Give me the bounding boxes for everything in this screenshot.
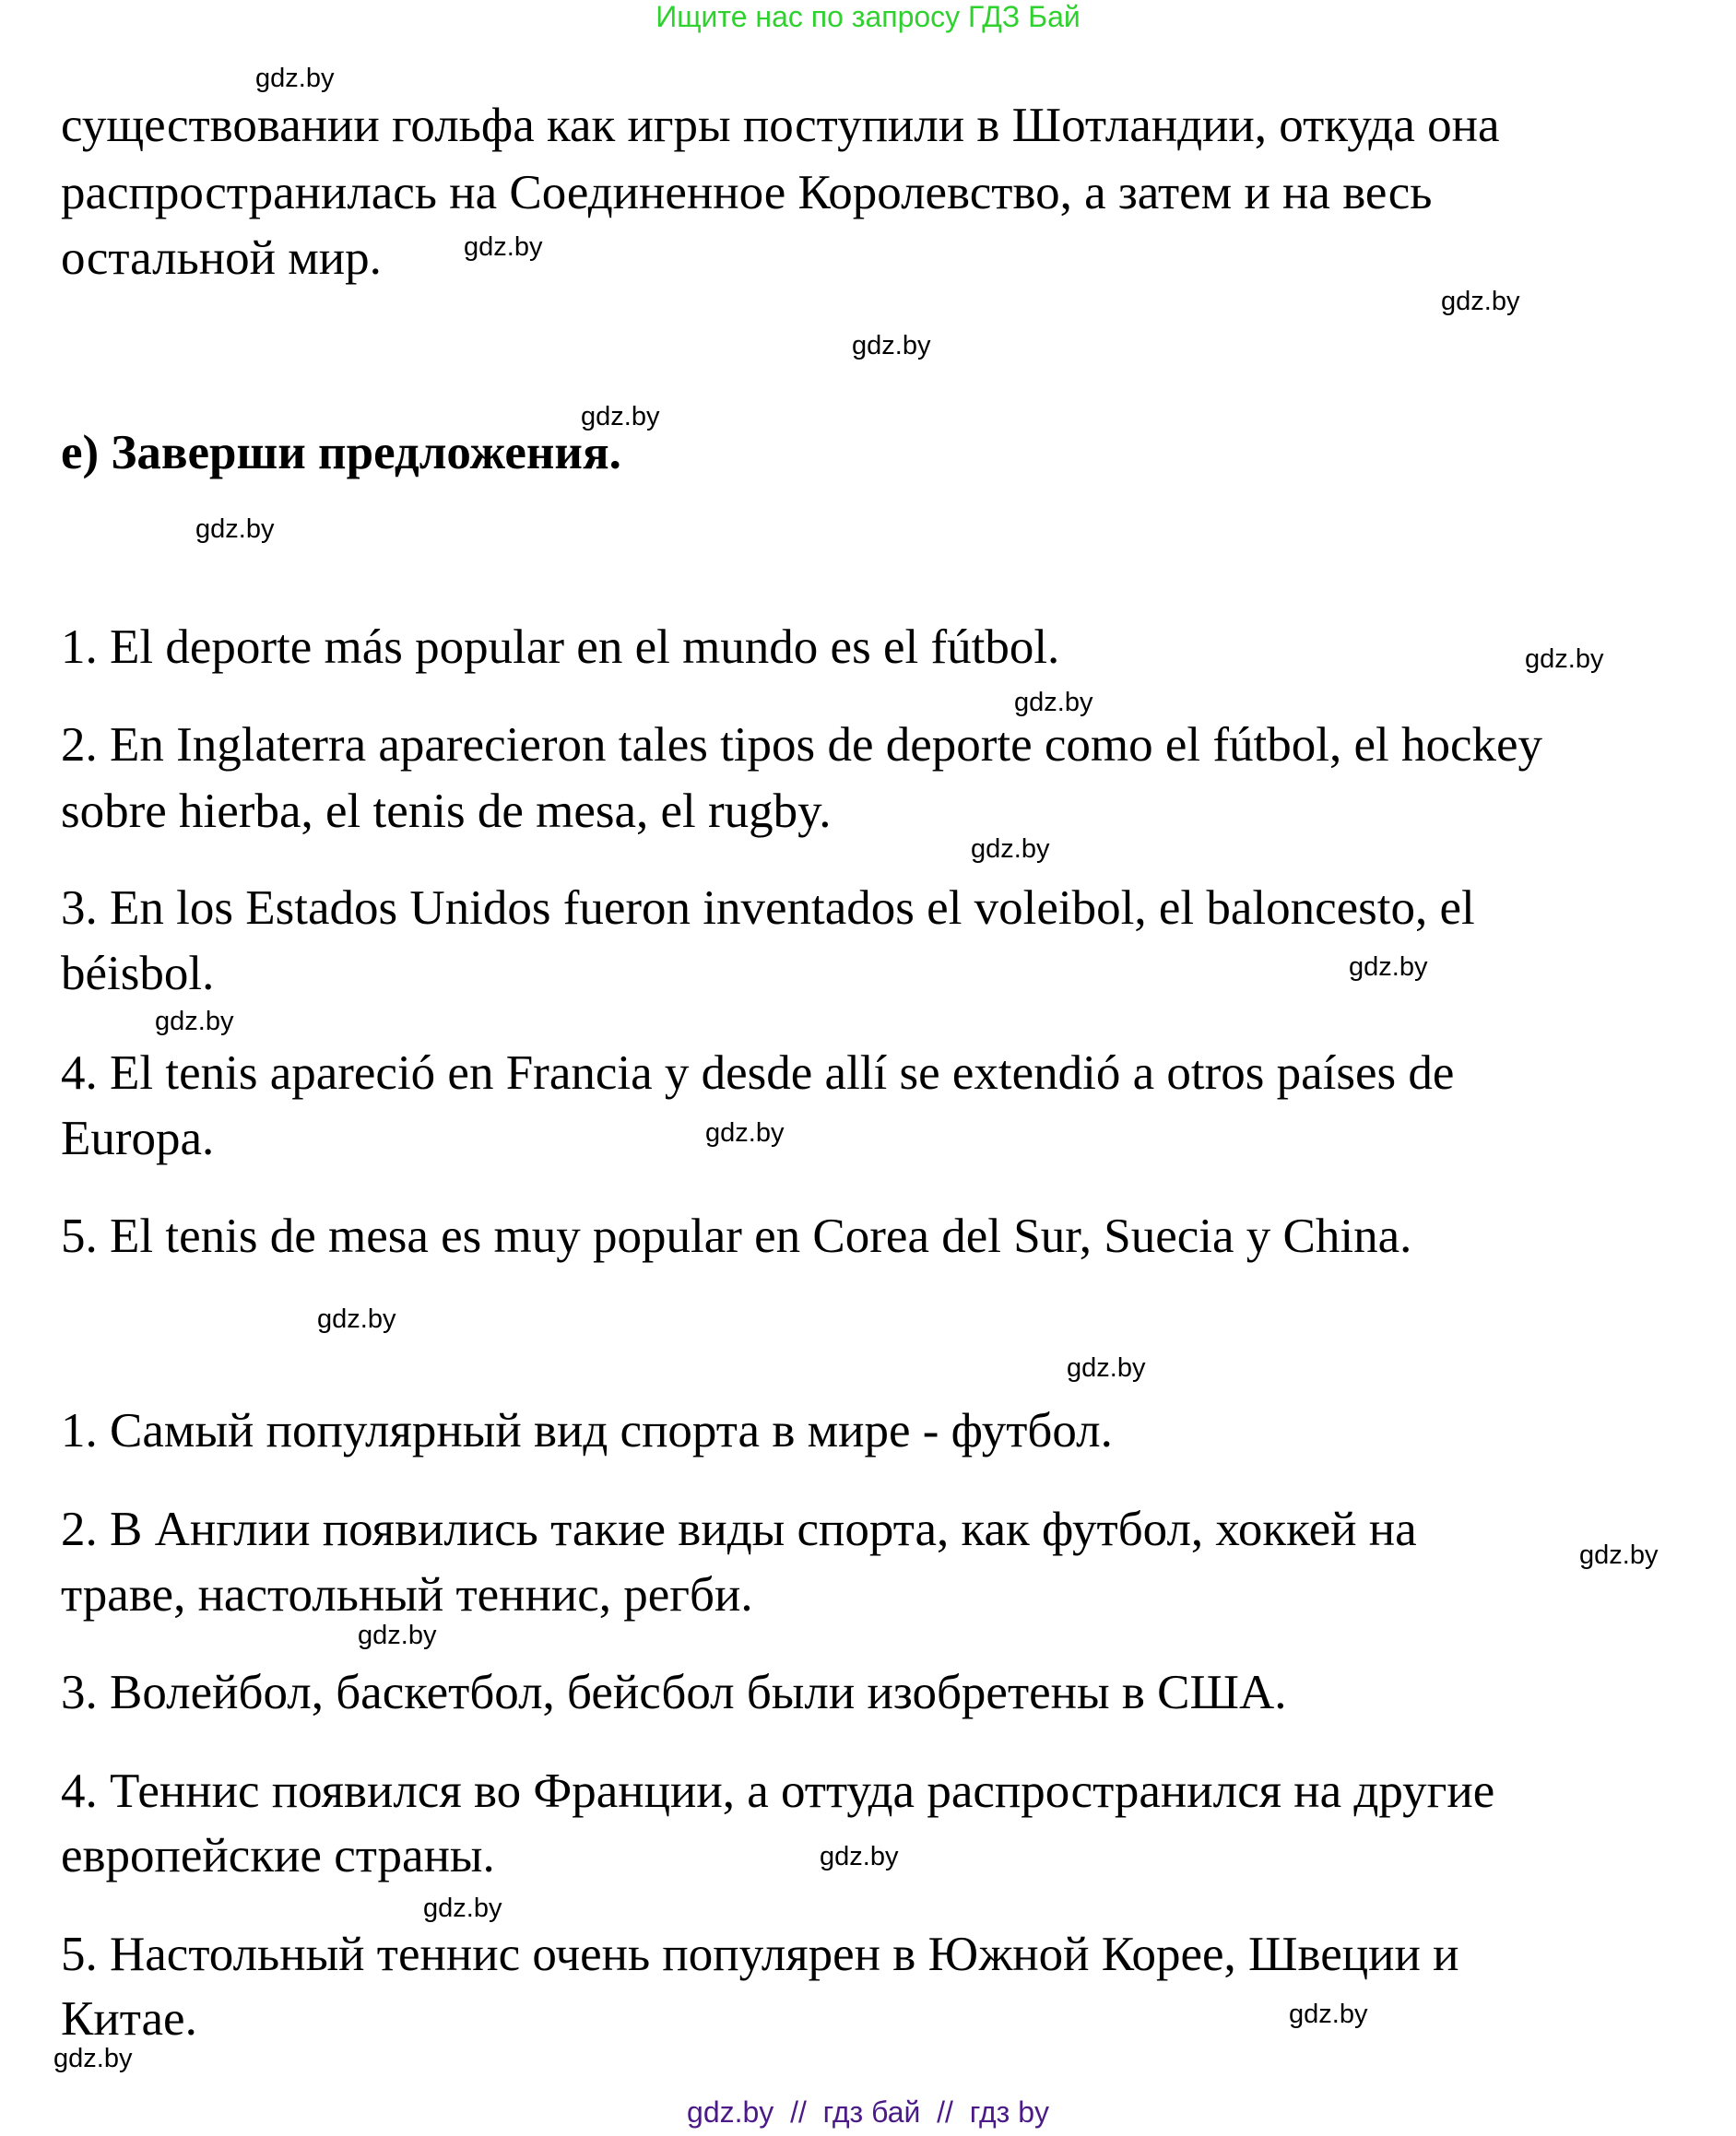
watermark: gdz.by — [852, 331, 931, 360]
watermark: gdz.by — [820, 1842, 899, 1871]
watermark: gdz.by — [195, 514, 275, 544]
watermark: gdz.by — [1014, 688, 1093, 717]
watermark: gdz.by — [155, 1007, 234, 1036]
watermark: gdz.by — [1289, 2000, 1368, 2029]
watermark: gdz.by — [971, 834, 1050, 864]
spanish-sentence: béisbol. — [61, 947, 215, 1000]
spanish-sentence: 2. En Inglaterra aparecieron tales tipos de deporte como el fútbol, el hockey — [61, 718, 1543, 772]
watermark: gdz.by — [358, 1621, 437, 1650]
section-heading: е) Заверши предложения. — [61, 426, 621, 479]
russian-sentence: 4. Теннис появился во Франции, а оттуда распространился на другие — [61, 1764, 1495, 1818]
watermark: gdz.by — [1349, 952, 1428, 982]
intro-line: существовании гольфа как игры поступили в Шотландии, откуда она — [61, 99, 1500, 152]
russian-sentence: европейские страны. — [61, 1829, 495, 1882]
intro-line: остальной мир. — [61, 231, 382, 285]
watermark: gdz.by — [1579, 1540, 1659, 1570]
watermark: gdz.by — [1441, 287, 1520, 316]
russian-sentence: 5. Настольный теннис очень популярен в Южной Корее, Швеции и — [61, 1928, 1459, 1981]
spanish-sentence: Europa. — [61, 1112, 215, 1165]
russian-sentence: 2. В Англии появились такие виды спорта, как футбол, хоккей на — [61, 1503, 1417, 1556]
russian-sentence: Китае. — [61, 1992, 197, 2046]
watermark: gdz.by — [317, 1304, 396, 1334]
russian-sentence: траве, настольный теннис, регби. — [61, 1568, 753, 1622]
russian-sentence: 3. Волейбол, баскетбол, бейсбол были изобретены в США. — [61, 1666, 1287, 1719]
russian-sentence: 1. Самый популярный вид спорта в мире - футбол. — [61, 1404, 1113, 1457]
footer-links: gdz.by // гдз бай // гдз by — [687, 2095, 1049, 2129]
watermark: gdz.by — [53, 2044, 133, 2073]
spanish-sentence: 3. En los Estados Unidos fueron inventados el voleibol, el baloncesto, el — [61, 881, 1475, 935]
watermark: gdz.by — [1067, 1353, 1146, 1383]
watermark: gdz.by — [464, 232, 543, 262]
spanish-sentence: 1. El deporte más popular en el mundo es el fútbol. — [61, 620, 1060, 674]
watermark: gdz.by — [1525, 644, 1604, 674]
spanish-sentence: 4. El tenis apareció en Francia y desde allí se extendió a otros países de — [61, 1046, 1455, 1100]
spanish-sentence: 5. El tenis de mesa es muy popular en Corea del Sur, Suecia y China. — [61, 1210, 1412, 1263]
watermark: gdz.by — [581, 402, 660, 431]
watermark: gdz.by — [705, 1118, 785, 1148]
watermark: gdz.by — [423, 1894, 502, 1923]
search-banner: Ищите нас по запросу ГДЗ Бай — [655, 0, 1081, 33]
watermark: gdz.by — [255, 64, 335, 93]
spanish-sentence: sobre hierba, el tenis de mesa, el rugby. — [61, 785, 832, 838]
intro-line: распространилась на Соединенное Королевство, а затем и на весь — [61, 166, 1433, 219]
